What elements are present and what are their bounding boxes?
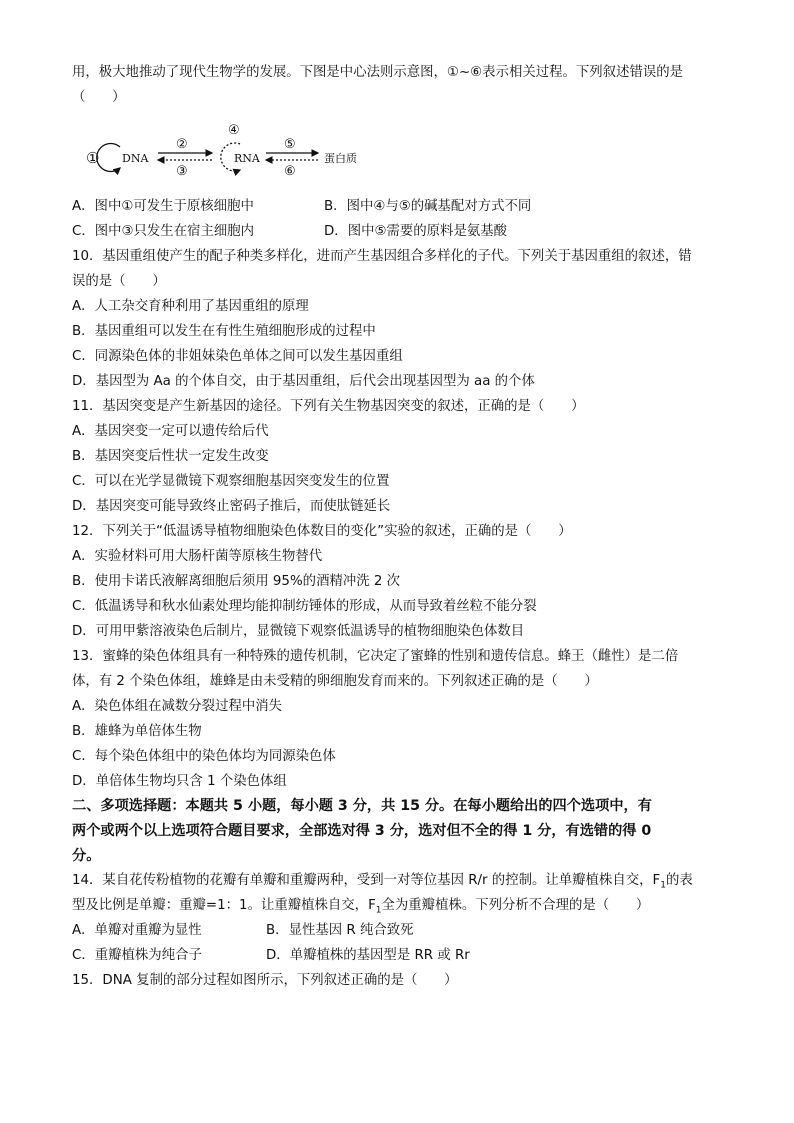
q11-option-c[interactable]: C．可以在光学显微镜下观察细胞基因突变发生的位置 — [72, 474, 390, 489]
q9-stem-line2: （ ） — [72, 90, 126, 105]
q14-f1-subscript-2: 1 — [375, 905, 382, 916]
label-process-5: ⑤ — [284, 137, 296, 152]
q12-option-b[interactable]: B．使用卡诺氏液解离细胞后须用 95%的酒精冲洗 2 次 — [72, 574, 401, 589]
q10-stem-line1: 10．基因重组使产生的配子种类多样化，进而产生基因组合多样化的子代。下列关于基因重组的叙述，错 — [72, 249, 692, 264]
dna-label: DNA — [122, 152, 149, 165]
q11-option-b[interactable]: B．基因突变后性状一定发生改变 — [72, 449, 269, 464]
q15-stem: 15．DNA 复制的部分过程如图所示，下列叙述正确的是（ ） — [72, 973, 458, 988]
q14-option-a[interactable]: A．单瓣对重瓣为显性 — [72, 923, 202, 938]
q10-stem-line2: 误的是（ ） — [72, 274, 166, 289]
q12-option-a[interactable]: A．实验材料可用大肠杆菌等原核生物替代 — [72, 549, 323, 564]
q9-option-d[interactable]: D．图中⑤需要的原料是氨基酸 — [324, 224, 508, 239]
q14-stem-line2-b: 全为重瓣植株。下列分析不合理的是（ ） — [381, 898, 650, 913]
q14-stem-line2 — [72, 897, 649, 920]
q13-option-c[interactable]: C．每个染色体组中的染色体均为同源染色体 — [72, 749, 336, 764]
q14-option-d[interactable]: D．单瓣植株的基因型是 RR 或 Rr — [266, 948, 470, 963]
q14-f1-subscript: 1 — [660, 880, 666, 891]
q14-option-c[interactable]: C．重瓣植株为纯合子 — [72, 948, 202, 963]
dna-replication-arc — [97, 144, 120, 172]
q13-stem-line2: 体，有 2 个染色体组，雄蜂是由未受精的卵细胞发育而来的。下列叙述正确的是（ ） — [72, 674, 598, 689]
section2-heading-line3: 分。 — [72, 848, 101, 864]
q14-stem-line1-b: 的表 — [665, 873, 693, 888]
q10-option-a[interactable]: A．人工杂交育种利用了基因重组的原理 — [72, 299, 309, 314]
section2-heading-line2: 两个或两个以上选项符合题目要求，全部选对得 3 分，选对但不全的得 1 分，有选错的得 0 — [72, 823, 652, 839]
q9-option-b[interactable]: B．图中④与⑤的碱基配对方式不同 — [324, 199, 532, 214]
label-process-4: ④ — [228, 123, 240, 138]
q14-stem-line2-a: 型及比例是单瓣：重瓣=1：1。让重瓣植株自交，F — [72, 898, 376, 913]
central-dogma-diagram — [80, 118, 380, 184]
q13-option-a[interactable]: A．染色体组在减数分裂过程中消失 — [72, 699, 283, 714]
q12-stem: 12．下列关于“低温诱导植物细胞染色体数目的变化”实验的叙述，正确的是（ ） — [72, 524, 572, 539]
q13-option-b[interactable]: B．雄蜂为单倍体生物 — [72, 724, 202, 739]
q14-stem-line1 — [72, 872, 693, 895]
q12-option-c[interactable]: C．低温诱导和秋水仙素处理均能抑制纺锤体的形成，从而导致着丝粒不能分裂 — [72, 599, 537, 614]
q12-option-d[interactable]: D．可用甲紫溶液染色后制片，显微镜下观察低温诱导的植物细胞染色体数目 — [72, 624, 525, 639]
q13-option-d[interactable]: D．单倍体生物均只含 1 个染色体组 — [72, 774, 287, 789]
section2-heading-line1: 二、多项选择题：本题共 5 小题，每小题 3 分，共 15 分。在每小题给出的四个选项中，有 — [72, 798, 652, 814]
protein-label: 蛋白质 — [324, 152, 357, 165]
q9-option-a[interactable]: A．图中①可发生于原核细胞中 — [72, 199, 254, 214]
q13-stem-line1: 13．蜜蜂的染色体组具有一种特殊的遗传机制，它决定了蜜蜂的性别和遗传信息。蜂王（雌性）是二倍 — [72, 649, 679, 664]
q14-option-b[interactable]: B．显性基因 R 纯合致死 — [266, 923, 414, 938]
q10-option-b[interactable]: B．基因重组可以发生在有性生殖细胞形成的过程中 — [72, 324, 376, 339]
label-process-6: ⑥ — [284, 164, 296, 179]
label-process-1: ① — [86, 149, 100, 167]
q11-stem: 11．基因突变是产生新基因的途径。下列有关生物基因突变的叙述，正确的是（ ） — [72, 399, 585, 414]
q11-option-d[interactable]: D．基因突变可能导致终止密码子推后，而使肽链延长 — [72, 499, 391, 514]
q9-stem-line1: 用，极大地推动了现代生物学的发展。下图是中心法则示意图，①~⑥表示相关过程。下列叙述错误的是 — [72, 65, 684, 80]
q11-option-a[interactable]: A．基因突变一定可以遗传给后代 — [72, 424, 269, 439]
q10-option-c[interactable]: C．同源染色体的非姐妹染色单体之间可以发生基因重组 — [72, 349, 403, 364]
label-process-2: ② — [176, 137, 188, 152]
q10-option-d[interactable]: D．基因型为 Aa 的个体自交，由于基因重组，后代会出现基因型为 aa 的个体 — [72, 374, 535, 389]
q14-stem-line1-a: 14．某自花传粉植物的花瓣有单瓣和重瓣两种，受到一对等位基因 R/r 的控制。让单瓣植株自交，F — [72, 873, 661, 888]
rna-label: RNA — [234, 152, 260, 165]
label-process-3: ③ — [176, 164, 188, 179]
q9-option-c[interactable]: C．图中③只发生在宿主细胞内 — [72, 224, 255, 239]
